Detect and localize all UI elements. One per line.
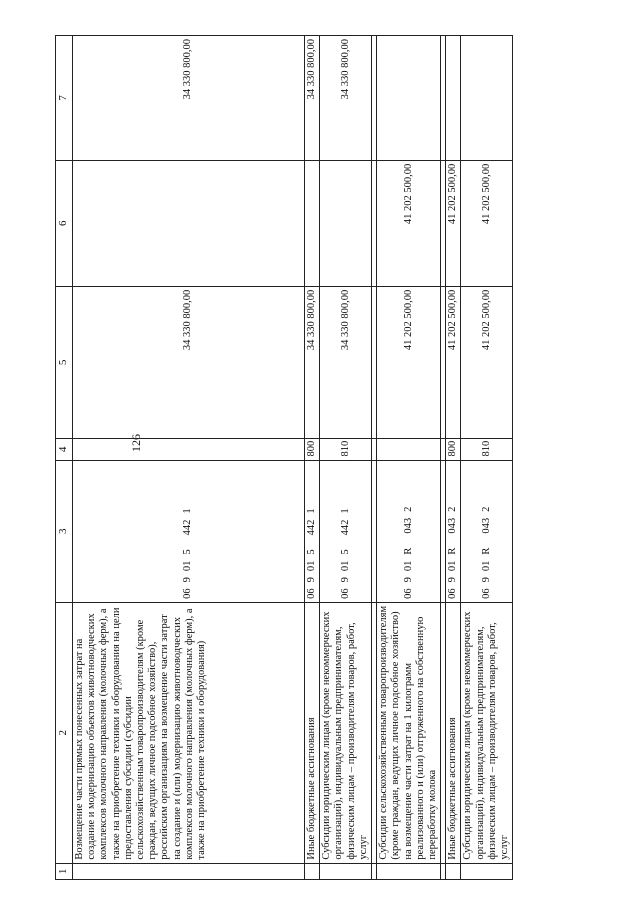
column-header: 6 [56, 160, 73, 286]
row-name: Возмещение части прямых понесенных затрат на создание и модернизацию объектов животноводческих комплексов молочного направления (молочных ферм), а также на приобретение техники и оборудования на цели предоставления субсидии (субсидии сельскохозяйственным товаропроизводителям (кроме граждан, ведущих личное подсобное хозяйство), российским организациям на возмещение части затрат на создание и (или) модернизацию животноводческих комплексов молочного направления (молочных ферм), а также на приобретение техники и оборудования) [73, 602, 305, 863]
row-name: Субсидии юридическим лицам (кроме некоммерческих организаций), индивидуальным предпринимателям, физическим лицам – производителям товаров, работ, услуг [320, 602, 372, 863]
budget-table-wrapper [55, 35, 511, 880]
budget-table [55, 35, 513, 880]
row-col5: 41 202 500,00 [377, 286, 441, 438]
row-col6 [305, 160, 320, 286]
column-header: 5 [56, 286, 73, 438]
row-col5: 34 330 800,00 [305, 286, 320, 438]
row-col5: 34 330 800,00 [73, 286, 305, 438]
row-kind [73, 439, 305, 460]
header-row [56, 36, 73, 880]
row-kind: 800 [305, 439, 320, 460]
row-col7: 34 330 800,00 [320, 36, 372, 161]
row-index-cell [461, 863, 513, 879]
table-row [461, 36, 513, 880]
row-col7 [377, 36, 441, 161]
table-row [446, 36, 461, 880]
row-kind: 800 [446, 439, 461, 460]
row-code: 0690154421 [73, 460, 305, 602]
column-header: 1 [56, 863, 73, 879]
row-col5: 41 202 500,00 [461, 286, 513, 438]
row-col7 [446, 36, 461, 161]
row-col6 [73, 160, 305, 286]
row-col7 [461, 36, 513, 161]
row-kind: 810 [320, 439, 372, 460]
table-row [73, 36, 305, 880]
row-kind: 810 [461, 439, 513, 460]
row-col7: 34 330 800,00 [73, 36, 305, 161]
row-code: 0690154421 [320, 460, 372, 602]
row-col6: 41 202 500,00 [377, 160, 441, 286]
row-index-cell [305, 863, 320, 879]
row-index-cell [446, 863, 461, 879]
column-header: 4 [56, 439, 73, 460]
row-col7: 34 330 800,00 [305, 36, 320, 161]
column-header: 7 [56, 36, 73, 161]
row-name: Иные бюджетные ассигнования [446, 602, 461, 863]
row-code: 0690154421 [305, 460, 320, 602]
row-col6: 41 202 500,00 [461, 160, 513, 286]
row-name: Субсидии сельскохозяйственным товаропроизводителям (кроме граждан, ведущих личное подсобное хозяйство) на возмещение части затрат на 1 килограмм реализованного и (или) отгруженного на собственную переработку молока [377, 602, 441, 863]
row-code: 06901R0432 [377, 460, 441, 602]
row-index-cell [73, 863, 305, 879]
table-row [320, 36, 372, 880]
row-index-cell [377, 863, 441, 879]
table-row [377, 36, 441, 880]
row-name: Субсидии юридическим лицам (кроме некоммерческих организаций), индивидуальным предпринимателям, физическим лицам – производителям товаров, работ, услуг [461, 602, 513, 863]
column-header: 3 [56, 460, 73, 602]
row-kind [377, 439, 441, 460]
budget-table-rotated [55, 35, 511, 880]
row-name: Иные бюджетные ассигнования [305, 602, 320, 863]
column-header: 2 [56, 602, 73, 863]
row-code: 06901R0432 [446, 460, 461, 602]
row-col5: 41 202 500,00 [446, 286, 461, 438]
row-code: 06901R0432 [461, 460, 513, 602]
row-col6 [320, 160, 372, 286]
table-row [305, 36, 320, 880]
row-col6: 41 202 500,00 [446, 160, 461, 286]
row-index-cell [320, 863, 372, 879]
page-number: 126 [129, 434, 143, 452]
row-col5: 34 330 800,00 [320, 286, 372, 438]
